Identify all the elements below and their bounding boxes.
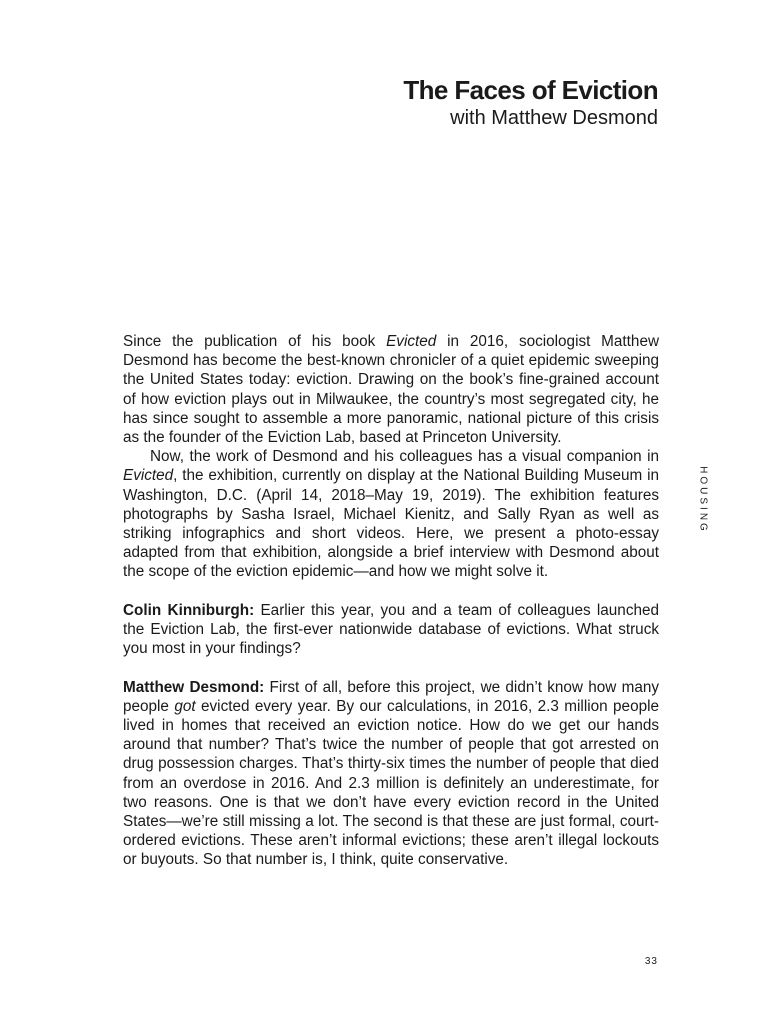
- section-label: HOUSING: [697, 466, 709, 534]
- article-header: [403, 74, 658, 130]
- page-number: 33: [644, 956, 658, 967]
- article-subtitle: with Matthew Desmond: [450, 107, 658, 129]
- interviewer-name: Colin Kinniburgh:: [123, 601, 255, 619]
- intro-paragraph-2: Now, the work of Desmond and his colleagues has a visual companion in Evicted, the exhibition, currently on display at the National Building Museum in Washington, D.C. (April 14, 2018–May 19, 2019). The exhibition features photographs by Sasha Israel, Michael Kienitz, and Sally Ryan as well as striking infographics and short videos. Here, we present a photo-essay adapted from that exhibition, alongside a brief interview with Desmond about the scope of the eviction epidemic—and how we might solve it.: [123, 448, 659, 581]
- book-title: Evicted: [386, 333, 437, 350]
- article-title: The Faces of Eviction: [403, 75, 658, 105]
- interview-question: Colin Kinniburgh: Earlier this year, you and a team of colleagues launched the Eviction Lab, the first-ever nationwide database of evictions. What struck you most in your findings?: [123, 601, 659, 658]
- exhibition-title: Evicted: [123, 467, 174, 485]
- interviewee-name: Matthew Desmond:: [123, 678, 265, 696]
- article-body: [123, 332, 659, 870]
- intro-paragraph-1: Since the publication of his book Evicted in 2016, sociologist Matthew Desmond has become the best-known chronicler of a quiet epidemic sweeping the United States today: eviction. Drawing on the book’s fine-grained account of how eviction plays out in Milwaukee, the country’s most segregated city, he has since sought to assemble a more panoramic, national picture of this crisis as the founder of the Eviction Lab, based at Princeton University.: [123, 333, 659, 447]
- interview-answer: Matthew Desmond: First of all, before this project, we didn’t know how many people got evicted every year. By our calculations, in 2016, 2.3 million people lived in homes that received an eviction notice. How do we get our hands around that number? That’s twice the number of people that got arrested on drug possession charges. That’s thirty-six times the number of people that died from an overdose in 2016. And 2.3 million is definitely an underestimate, for two reasons. One is that we don’t have every eviction record in the United States—we’re still missing a lot. The second is that these are just formal, court-ordered evictions. These aren’t informal evictions; these aren’t illegal lockouts or buyouts. So that number is, I think, quite conservative.: [123, 678, 659, 869]
